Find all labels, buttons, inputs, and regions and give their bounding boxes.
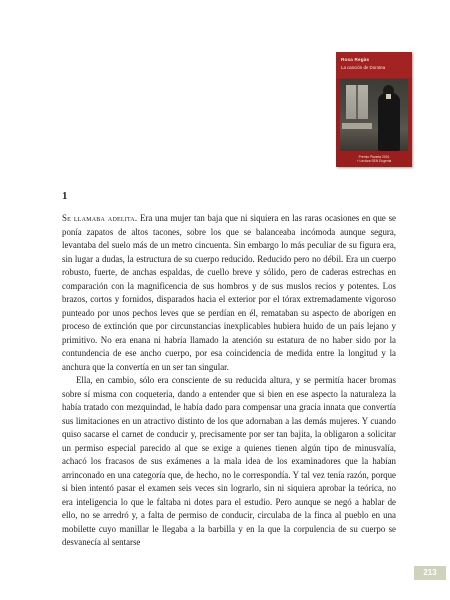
painting-window bbox=[346, 85, 368, 119]
chapter-number: 1 bbox=[62, 190, 68, 202]
cover-footer bbox=[336, 152, 412, 167]
cover-header bbox=[336, 52, 412, 78]
cover-award-line-1: Premio Planeta 2001 bbox=[358, 155, 390, 159]
cover-title: La canción de Dorotea bbox=[341, 65, 386, 70]
body-text bbox=[62, 212, 396, 550]
paragraph-2: Ella, en cambio, sólo era consciente de su reducida altura, y se permitía hacer bromas sobre sí misma con coquetería, dando a entender que si bien en ese aspecto la naturaleza la había tratado con mezquindad, le había dado para compensar una gracia innata que convertía sus limitaciones en un atractivo distinto de los que adornaban a las demás mujeres. Y cuando quiso sacarse el carnet de conducir y, precisamente por ser tan bajita, la obligaron a solicitar un permiso especial parecido al que se exige a quienes tienen algún tipo de minusvalía, achacó los fracasos de sus exámenes a la mala idea de los examinadores que la habían arrinconado en una categoría que, de hecho, no le correspondía. Y tal vez tenía razón, porque si bien intentó pasar el examen seis veces sin lograrlo, sin ni siquiera aprobar la teórica, no era inteligencia lo que le faltaba ni dotes para el estudio. Pero aunque se negó a hablar de ello, no se arredró y, a falta de permiso de conducir, circulaba de la finca al pueblo en una mobilette cuyo manillar le llegaba a la barbilla y en la que la corpulencia de su cuerpo se desvanecía al sentarse bbox=[62, 375, 396, 547]
cover-painting bbox=[340, 79, 408, 151]
cover-author: Rosa Regàs bbox=[341, 57, 370, 62]
paragraph-1-text: Era una mujer tan baja que ni siquiera en las raras ocasiones en que se ponía zapatos de altos tacones, sobre los que se balanceaba incómoda aunque segura, levantaba del suelo más de un metro cincuenta. Sin embargo lo más peculiar de su figura era, sin lugar a dudas, la estructura de su cuerpo reducido. Reducido pero no débil. Era un cuerpo robusto, fuerte, de anchas espaldas, de cuello breve y sólido, pero de caderas estrechas en comparación con la magnificencia de sus hombros y de sus muslos recios y potentes. Los brazos, cortos y fornidos, disparados hacia el exterior por el tórax extremadamente vigoroso punteado por unos pechos leves que se perdían en él, remataban su aspecto de aborigen en proceso de extinción que por circunstancias inexplicables hubiera huido de un país lejano y primitivo. No era enana ni habría llamado la atención su estatura de no haber sido por la contundencia de ese ancho cuerpo, por esa coincidencia de medida entre la longitud y la anchura que la convertía en un ser tan singular. bbox=[62, 213, 396, 372]
paragraph-lead-in: Se llamaba adelita. bbox=[62, 213, 138, 223]
painting-figure bbox=[378, 93, 400, 151]
paragraph-1 bbox=[62, 212, 396, 374]
book-cover-image bbox=[336, 52, 412, 167]
painting-figure-neck bbox=[386, 94, 391, 99]
cover-award-line-2: + Lectura SEN Eugenia bbox=[356, 159, 392, 163]
painting-table bbox=[342, 123, 372, 129]
page-number: 213 bbox=[414, 566, 446, 580]
